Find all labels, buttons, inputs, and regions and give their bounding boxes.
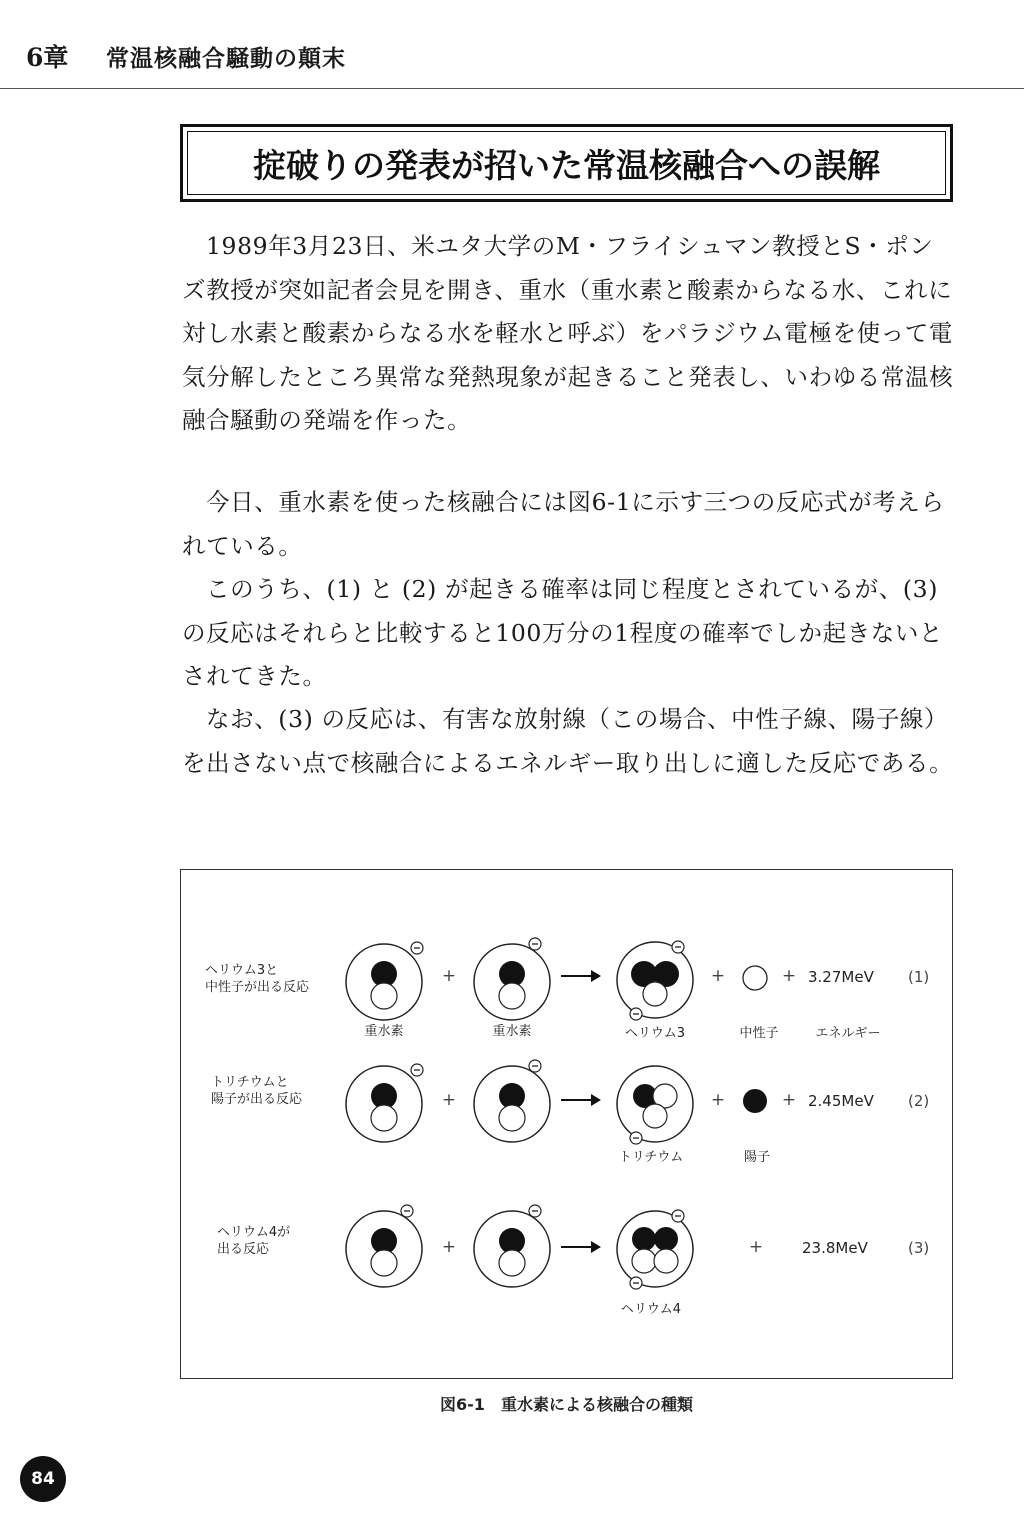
deuterium-label: 重水素 (364, 1024, 404, 1039)
equation-number: (1) (908, 968, 930, 986)
deuterium-atom (471, 938, 557, 1024)
page-number-badge (20, 1456, 66, 1502)
energy-label: エネルギー (815, 1026, 881, 1041)
plus-sign: + (781, 1090, 797, 1110)
plus-sign: + (441, 966, 457, 986)
neutron-particle (741, 964, 769, 992)
paragraph-1: 1989年3月23日、米ユタ大学のM・フライシュマン教授とS・ポンズ教授が突如記者会見を開き、重水（重水素と酸素からなる水、これに対し水素と酸素からなる水を軽水と呼ぶ）をパラジウム電極を使って電気分解したところ異常な発熱現象が起きること発表し、いわゆる常温核融合騒動の発端を作った。 (182, 232, 954, 434)
paragraph-2: 今日、重水素を使った核融合には図6-1に示す三つの反応式が考えられている。 (182, 488, 945, 560)
equation-number: (2) (908, 1092, 930, 1110)
plus-sign: + (441, 1237, 457, 1257)
chapter-number: 6章 (26, 43, 69, 72)
equation-number: (3) (908, 1239, 930, 1257)
figure-6-1 (180, 869, 953, 1379)
page-number: 84 (31, 1469, 55, 1489)
reaction-arrow (559, 968, 603, 984)
product-label: ヘリウム3 (624, 1026, 686, 1041)
plus-sign: + (710, 1090, 726, 1110)
energy-value: 3.27MeV (808, 968, 874, 986)
reaction-1-label: ヘリウム3と 中性子が出る反応 (205, 963, 310, 995)
product-label: ヘリウム4 (620, 1302, 682, 1317)
section-title-box (180, 124, 953, 202)
deuterium-atom (343, 1060, 429, 1146)
product-label: トリチウム (618, 1150, 684, 1165)
reaction-arrow (559, 1239, 603, 1255)
chapter-title: 常温核融合騒動の顛末 (106, 46, 346, 72)
plus-sign: + (748, 1237, 764, 1257)
energy-value: 2.45MeV (808, 1092, 874, 1110)
plus-sign: + (441, 1090, 457, 1110)
energy-value: 23.8MeV (802, 1239, 868, 1257)
reaction-2-label: トリチウムと 陽子が出る反応 (211, 1075, 303, 1107)
plus-sign: + (781, 966, 797, 986)
deuterium-label: 重水素 (492, 1024, 532, 1039)
helium-3-atom (611, 936, 697, 1026)
section-title-inner-frame (187, 131, 946, 195)
tritium-atom (611, 1060, 697, 1150)
reaction-3-label: ヘリウム4が 出る反応 (217, 1225, 291, 1257)
plus-sign: + (710, 966, 726, 986)
deuterium-atom (343, 938, 429, 1024)
chapter-header (0, 0, 1024, 89)
figure-caption: 図6-1 重水素による核融合の種類 (440, 1395, 693, 1414)
deuterium-atom (343, 1205, 429, 1291)
paragraph-3: このうち、(1) と (2) が起きる確率は同じ程度とされているが、(3) の反応はそれらと比較すると100万分の1程度の確率でしか起きないとされてきた。 (182, 575, 944, 690)
section-title: 掟破りの発表が招いた常温核融合への誤解 (253, 145, 880, 185)
helium-4-atom (611, 1205, 697, 1295)
deuterium-atom (471, 1060, 557, 1146)
particle-label: 陽子 (743, 1150, 771, 1165)
reaction-arrow (559, 1092, 603, 1108)
deuterium-atom (471, 1205, 557, 1291)
proton-particle (741, 1087, 769, 1115)
particle-label: 中性子 (739, 1026, 779, 1041)
paragraph-4: なお、(3) の反応は、有害な放射線（この場合、中性子線、陽子線）を出さない点で核融合によるエネルギー取り出しに適した反応である。 (182, 705, 954, 777)
